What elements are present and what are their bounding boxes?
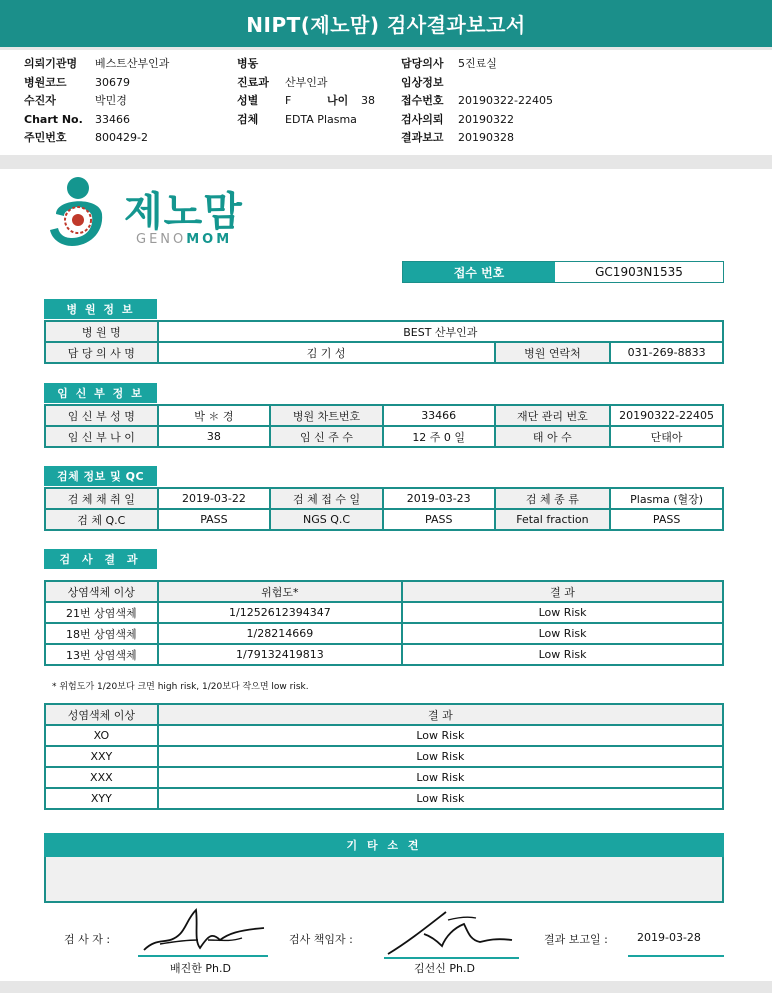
specimen-qc-value: PASS bbox=[158, 509, 271, 530]
meta-row: Chart No. 33466 bbox=[24, 112, 130, 126]
specimen-type-value: Plasma (혈장) bbox=[610, 488, 723, 509]
foundation-number-label: 재단 관리 번호 bbox=[495, 405, 611, 426]
result-cell: Low Risk bbox=[158, 746, 723, 767]
report-date-line bbox=[628, 955, 724, 957]
result-cell: Low Risk bbox=[402, 602, 723, 623]
meta-row: 의뢰기관명 베스트산부인과 bbox=[24, 57, 170, 70]
hospital-name-label: 병 원 명 bbox=[45, 321, 158, 342]
other-findings-title: 기 타 소 견 bbox=[44, 833, 724, 857]
manager-label: 검사 책임자 : bbox=[289, 933, 353, 946]
autosome-results-table bbox=[44, 580, 724, 666]
risk-cell: 1/1252612394347 bbox=[158, 602, 402, 623]
manager-signature bbox=[384, 906, 519, 958]
meta-row: 검체 EDTA Plasma bbox=[237, 112, 357, 126]
receipt-value: GC1903N1535 bbox=[555, 262, 723, 282]
other-findings-body bbox=[44, 857, 724, 903]
specimen-qc-table bbox=[44, 487, 724, 531]
logo-subtitle: GENOMOM bbox=[136, 232, 233, 247]
chromosome-cell: 13번 상염색체 bbox=[45, 644, 158, 665]
pregnant-name-label: 임 신 부 성 명 bbox=[45, 405, 158, 426]
hospital-info-table bbox=[44, 320, 724, 364]
sex-chromosome-cell: XXY bbox=[45, 746, 158, 767]
table-row bbox=[45, 725, 723, 746]
gestation-weeks-label: 임 신 주 수 bbox=[270, 426, 383, 447]
chromosome-cell: 18번 상염색체 bbox=[45, 623, 158, 644]
meta-column-2 bbox=[237, 55, 375, 129]
chart-number-value: 33466 bbox=[383, 405, 495, 426]
pregnant-name-value: 박 ＊ 경 bbox=[158, 405, 271, 426]
table-row bbox=[45, 746, 723, 767]
tester-name: 배진한 Ph.D bbox=[170, 962, 231, 975]
section-specimen-qc: 검체 정보 및 QC bbox=[44, 466, 157, 486]
autosome-header: 상염색체 이상 bbox=[45, 581, 158, 602]
sex-chromosome-cell: XO bbox=[45, 725, 158, 746]
meta-row: 담당의사 5진료실 bbox=[401, 57, 497, 70]
receive-date-value: 2019-03-23 bbox=[383, 488, 495, 509]
risk-header: 위험도* bbox=[158, 581, 402, 602]
collect-date-label: 검 체 채 취 일 bbox=[45, 488, 158, 509]
sex-chromosome-results-table bbox=[44, 703, 724, 810]
logo-wordmark: 제노맘 bbox=[124, 189, 243, 235]
meta-row: 병원코드 30679 bbox=[24, 75, 130, 89]
manager-name: 김선신 Ph.D bbox=[414, 962, 475, 975]
ngs-qc-label: NGS Q.C bbox=[270, 509, 383, 530]
table-row bbox=[45, 623, 723, 644]
hospital-contact-label: 병원 연락처 bbox=[495, 342, 611, 363]
meta-row: 검사의뢰 20190322 bbox=[401, 112, 514, 126]
report-title: NIPT(제노맘) 검사결과보고서 bbox=[0, 0, 772, 50]
manager-signature-line bbox=[384, 957, 519, 959]
table-row bbox=[45, 788, 723, 809]
tester-label: 검 사 자 : bbox=[64, 933, 111, 946]
doctor-name-label: 담 당 의 사 명 bbox=[45, 342, 158, 363]
result-cell: Low Risk bbox=[158, 725, 723, 746]
pregnant-age-label: 임 신 부 나 이 bbox=[45, 426, 158, 447]
meta-row: 결과보고 20190328 bbox=[401, 131, 514, 144]
meta-row: 수진자 박민경 bbox=[24, 94, 127, 107]
section-pregnant-info: 임 신 부 정 보 bbox=[44, 383, 157, 403]
hospital-contact-value: 031-269-8833 bbox=[610, 342, 723, 363]
receive-date-label: 검 체 접 수 일 bbox=[270, 488, 383, 509]
report-date-label: 결과 보고일 : bbox=[544, 933, 608, 946]
meta-row: 성별 F 나이 38 bbox=[237, 94, 375, 107]
fetus-count-value: 단태아 bbox=[610, 426, 723, 447]
meta-column-3 bbox=[401, 55, 553, 148]
receipt-number-box bbox=[402, 261, 724, 283]
tester-signature bbox=[138, 906, 268, 956]
doctor-name-value: 김 기 성 bbox=[158, 342, 495, 363]
meta-row: 접수번호 20190322-22405 bbox=[401, 94, 553, 107]
meta-row: 임상정보 bbox=[401, 75, 444, 89]
collect-date-value: 2019-03-22 bbox=[158, 488, 271, 509]
fetal-fraction-label: Fetal fraction bbox=[495, 509, 611, 530]
meta-row: 병동 bbox=[237, 57, 259, 70]
table-row bbox=[45, 602, 723, 623]
result-cell: Low Risk bbox=[158, 788, 723, 809]
table-row bbox=[45, 644, 723, 665]
pregnant-age-value: 38 bbox=[158, 426, 271, 447]
risk-cell: 1/28214669 bbox=[158, 623, 402, 644]
section-hospital-info: 병 원 정 보 bbox=[44, 299, 157, 319]
ngs-qc-value: PASS bbox=[383, 509, 495, 530]
risk-footnote: * 위험도가 1/20보다 크면 high risk, 1/20보다 작으면 low risk. bbox=[52, 682, 309, 692]
hospital-name-value: BEST 산부인과 bbox=[158, 321, 723, 342]
table-row bbox=[45, 767, 723, 788]
specimen-qc-label: 검 체 Q.C bbox=[45, 509, 158, 530]
report-date-value: 2019-03-28 bbox=[637, 931, 701, 944]
footer-band bbox=[0, 981, 772, 993]
result-cell: Low Risk bbox=[158, 767, 723, 788]
meta-row: 주민번호 800429-2 bbox=[24, 131, 148, 144]
receipt-label: 접수 번호 bbox=[403, 262, 555, 282]
fetus-count-label: 태 아 수 bbox=[495, 426, 611, 447]
gestation-weeks-value: 12 주 0 일 bbox=[383, 426, 495, 447]
chromosome-cell: 21번 상염색체 bbox=[45, 602, 158, 623]
genomom-logo bbox=[44, 174, 274, 254]
sex-chromosome-header: 성염색체 이상 bbox=[45, 704, 158, 725]
pregnant-info-table bbox=[44, 404, 724, 448]
sex-chromosome-cell: XXX bbox=[45, 767, 158, 788]
meta-row: 진료과 산부인과 bbox=[237, 75, 328, 89]
result-cell: Low Risk bbox=[402, 644, 723, 665]
risk-cell: 1/79132419813 bbox=[158, 644, 402, 665]
section-test-results: 검 사 결 과 bbox=[44, 549, 157, 569]
separator-band bbox=[0, 155, 772, 169]
meta-column-1 bbox=[24, 55, 169, 148]
result-cell: Low Risk bbox=[402, 623, 723, 644]
sex-chromosome-cell: XYY bbox=[45, 788, 158, 809]
result-header: 결 과 bbox=[402, 581, 723, 602]
specimen-type-label: 검 체 종 류 bbox=[495, 488, 611, 509]
foundation-number-value: 20190322-22405 bbox=[610, 405, 723, 426]
chart-number-label: 병원 차트번호 bbox=[270, 405, 383, 426]
tester-signature-line bbox=[138, 955, 268, 957]
fetal-fraction-value: PASS bbox=[610, 509, 723, 530]
sex-result-header: 결 과 bbox=[158, 704, 723, 725]
